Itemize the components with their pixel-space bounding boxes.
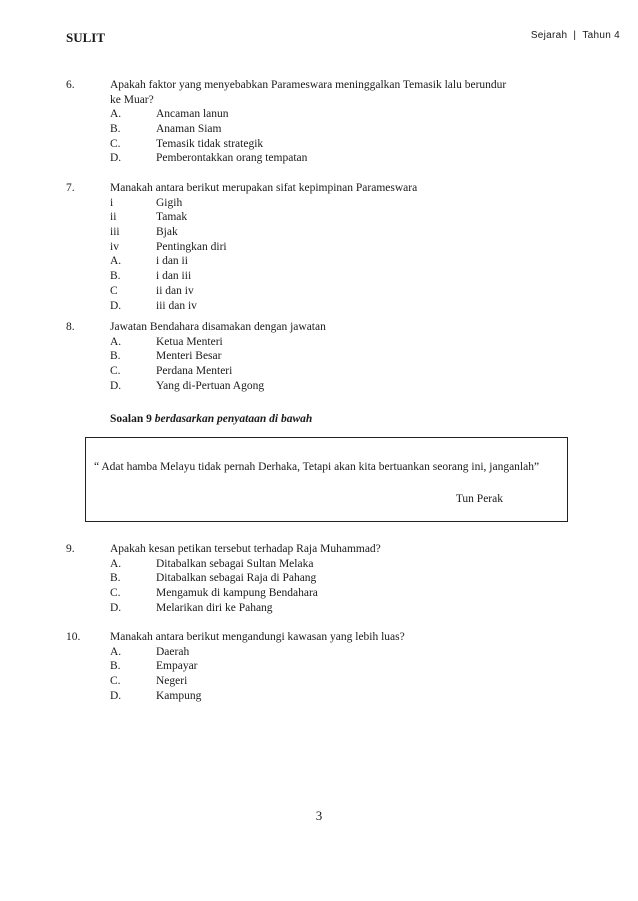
option-key: A. xyxy=(110,108,122,121)
statement-text: Bjak xyxy=(156,226,178,239)
option xyxy=(0,284,638,299)
option-key: A. xyxy=(110,645,122,658)
option xyxy=(0,349,638,364)
question-6 xyxy=(0,78,638,166)
option xyxy=(0,269,638,284)
option-key: A. xyxy=(110,335,122,348)
option-text: Ketua Menteri xyxy=(156,335,223,348)
option-key: C xyxy=(110,284,118,297)
statement xyxy=(0,210,638,225)
question-stem: Apakah faktor yang menyebabkan Parameswara meninggalkan Temasik lalu berundur xyxy=(110,79,507,91)
option xyxy=(0,674,638,689)
option-text: Anaman Siam xyxy=(156,123,222,136)
option-text: iii dan iv xyxy=(156,299,197,312)
statement-key: ii xyxy=(110,211,117,224)
option-key: C. xyxy=(110,137,121,150)
question-9-instruction xyxy=(110,412,312,426)
option-text: Perdana Menteri xyxy=(156,365,233,378)
option-text: Negeri xyxy=(156,675,188,688)
option-text: Daerah xyxy=(156,645,190,658)
option-text: Temasik tidak strategik xyxy=(156,137,264,150)
header-label: SULIT xyxy=(66,30,106,45)
statement-text: Gigih xyxy=(156,196,183,209)
question-number: 10. xyxy=(66,631,81,643)
option xyxy=(0,137,638,152)
option-key: D. xyxy=(110,379,122,392)
quote-text: “ Adat hamba Melayu tidak pernah Derhaka, Tetapi akan kita bertuankan seorang ini, janganlah” xyxy=(94,461,540,473)
option xyxy=(0,586,638,601)
option xyxy=(0,379,638,394)
option xyxy=(0,659,638,674)
question-stem-continued: ke Muar? xyxy=(110,93,154,106)
option-key: A. xyxy=(110,255,122,268)
option-text: Empayar xyxy=(156,660,198,673)
option xyxy=(0,557,638,572)
option xyxy=(0,601,638,616)
option-key: C. xyxy=(110,675,121,688)
statement-text: Pentingkan diri xyxy=(156,240,227,253)
option xyxy=(0,107,638,122)
option-key: A. xyxy=(110,557,122,570)
option-text: i dan iii xyxy=(156,270,192,283)
option xyxy=(0,689,638,704)
option-key: D. xyxy=(110,152,122,165)
question-stem: Apakah kesan petikan tersebut terhadap Raja Muhammad? xyxy=(110,543,381,555)
question-7 xyxy=(0,181,638,313)
option-key: C. xyxy=(110,587,121,600)
question-number: 6. xyxy=(66,79,75,91)
option-key: B. xyxy=(110,350,121,363)
option-key: D. xyxy=(110,689,122,702)
option-text: Kampung xyxy=(156,689,202,702)
page-number: 3 xyxy=(315,808,323,823)
option-text: Ditabalkan sebagai Raja di Pahang xyxy=(156,572,317,585)
option-text: Melarikan diri ke Pahang xyxy=(156,601,273,614)
quote-author: Tun Perak xyxy=(455,493,503,505)
instruction-emphasis: berdasarkan penyataan di bawah xyxy=(154,413,313,425)
instruction-prefix: Soalan 9 xyxy=(110,413,152,425)
question-stem: Jawatan Bendahara disamakan dengan jawatan xyxy=(110,321,326,333)
header-separator: | xyxy=(573,30,577,41)
option xyxy=(0,122,638,137)
option-text: Mengamuk di kampung Bendahara xyxy=(156,587,318,600)
option-text: ii dan iv xyxy=(156,284,194,297)
option xyxy=(0,364,638,379)
header-subject-info xyxy=(531,30,620,41)
option xyxy=(0,335,638,350)
option xyxy=(0,645,638,660)
option-key: D. xyxy=(110,601,122,614)
option xyxy=(0,571,638,586)
statement xyxy=(0,240,638,255)
option-key: D. xyxy=(110,299,122,312)
option-text: Ancaman lanun xyxy=(156,108,229,121)
option xyxy=(0,254,638,269)
option-text: Ditabalkan sebagai Sultan Melaka xyxy=(156,557,314,570)
question-number: 7. xyxy=(66,182,75,194)
option-text: Pemberontakkan orang tempatan xyxy=(156,152,308,165)
statement xyxy=(0,225,638,240)
option-key: B. xyxy=(110,270,121,283)
question-8 xyxy=(0,320,638,393)
option-key: B. xyxy=(110,123,121,136)
option xyxy=(0,151,638,166)
option-key: C. xyxy=(110,365,121,378)
question-10 xyxy=(0,630,638,703)
statement-key: iv xyxy=(110,240,119,253)
question-number: 8. xyxy=(66,321,75,333)
option-text: i dan ii xyxy=(156,255,188,268)
option-key: B. xyxy=(110,660,121,673)
option-text: Yang di-Pertuan Agong xyxy=(156,379,265,392)
option-key: B. xyxy=(110,572,121,585)
question-number: 9. xyxy=(66,543,75,555)
option-text: Menteri Besar xyxy=(156,350,222,363)
statement-text: Tamak xyxy=(156,211,188,224)
statement-key: iii xyxy=(110,226,120,239)
question-stem: Manakah antara berikut merupakan sifat kepimpinan Parameswara xyxy=(110,182,418,194)
question-stem: Manakah antara berikut mengandungi kawasan yang lebih luas? xyxy=(110,631,405,643)
header-level: Tahun 4 xyxy=(582,30,620,41)
header-subject: Sejarah xyxy=(530,30,568,41)
statement-key: i xyxy=(110,196,114,209)
option xyxy=(0,299,638,314)
quote-box xyxy=(85,437,568,522)
statement xyxy=(0,196,638,211)
question-9 xyxy=(0,542,638,615)
